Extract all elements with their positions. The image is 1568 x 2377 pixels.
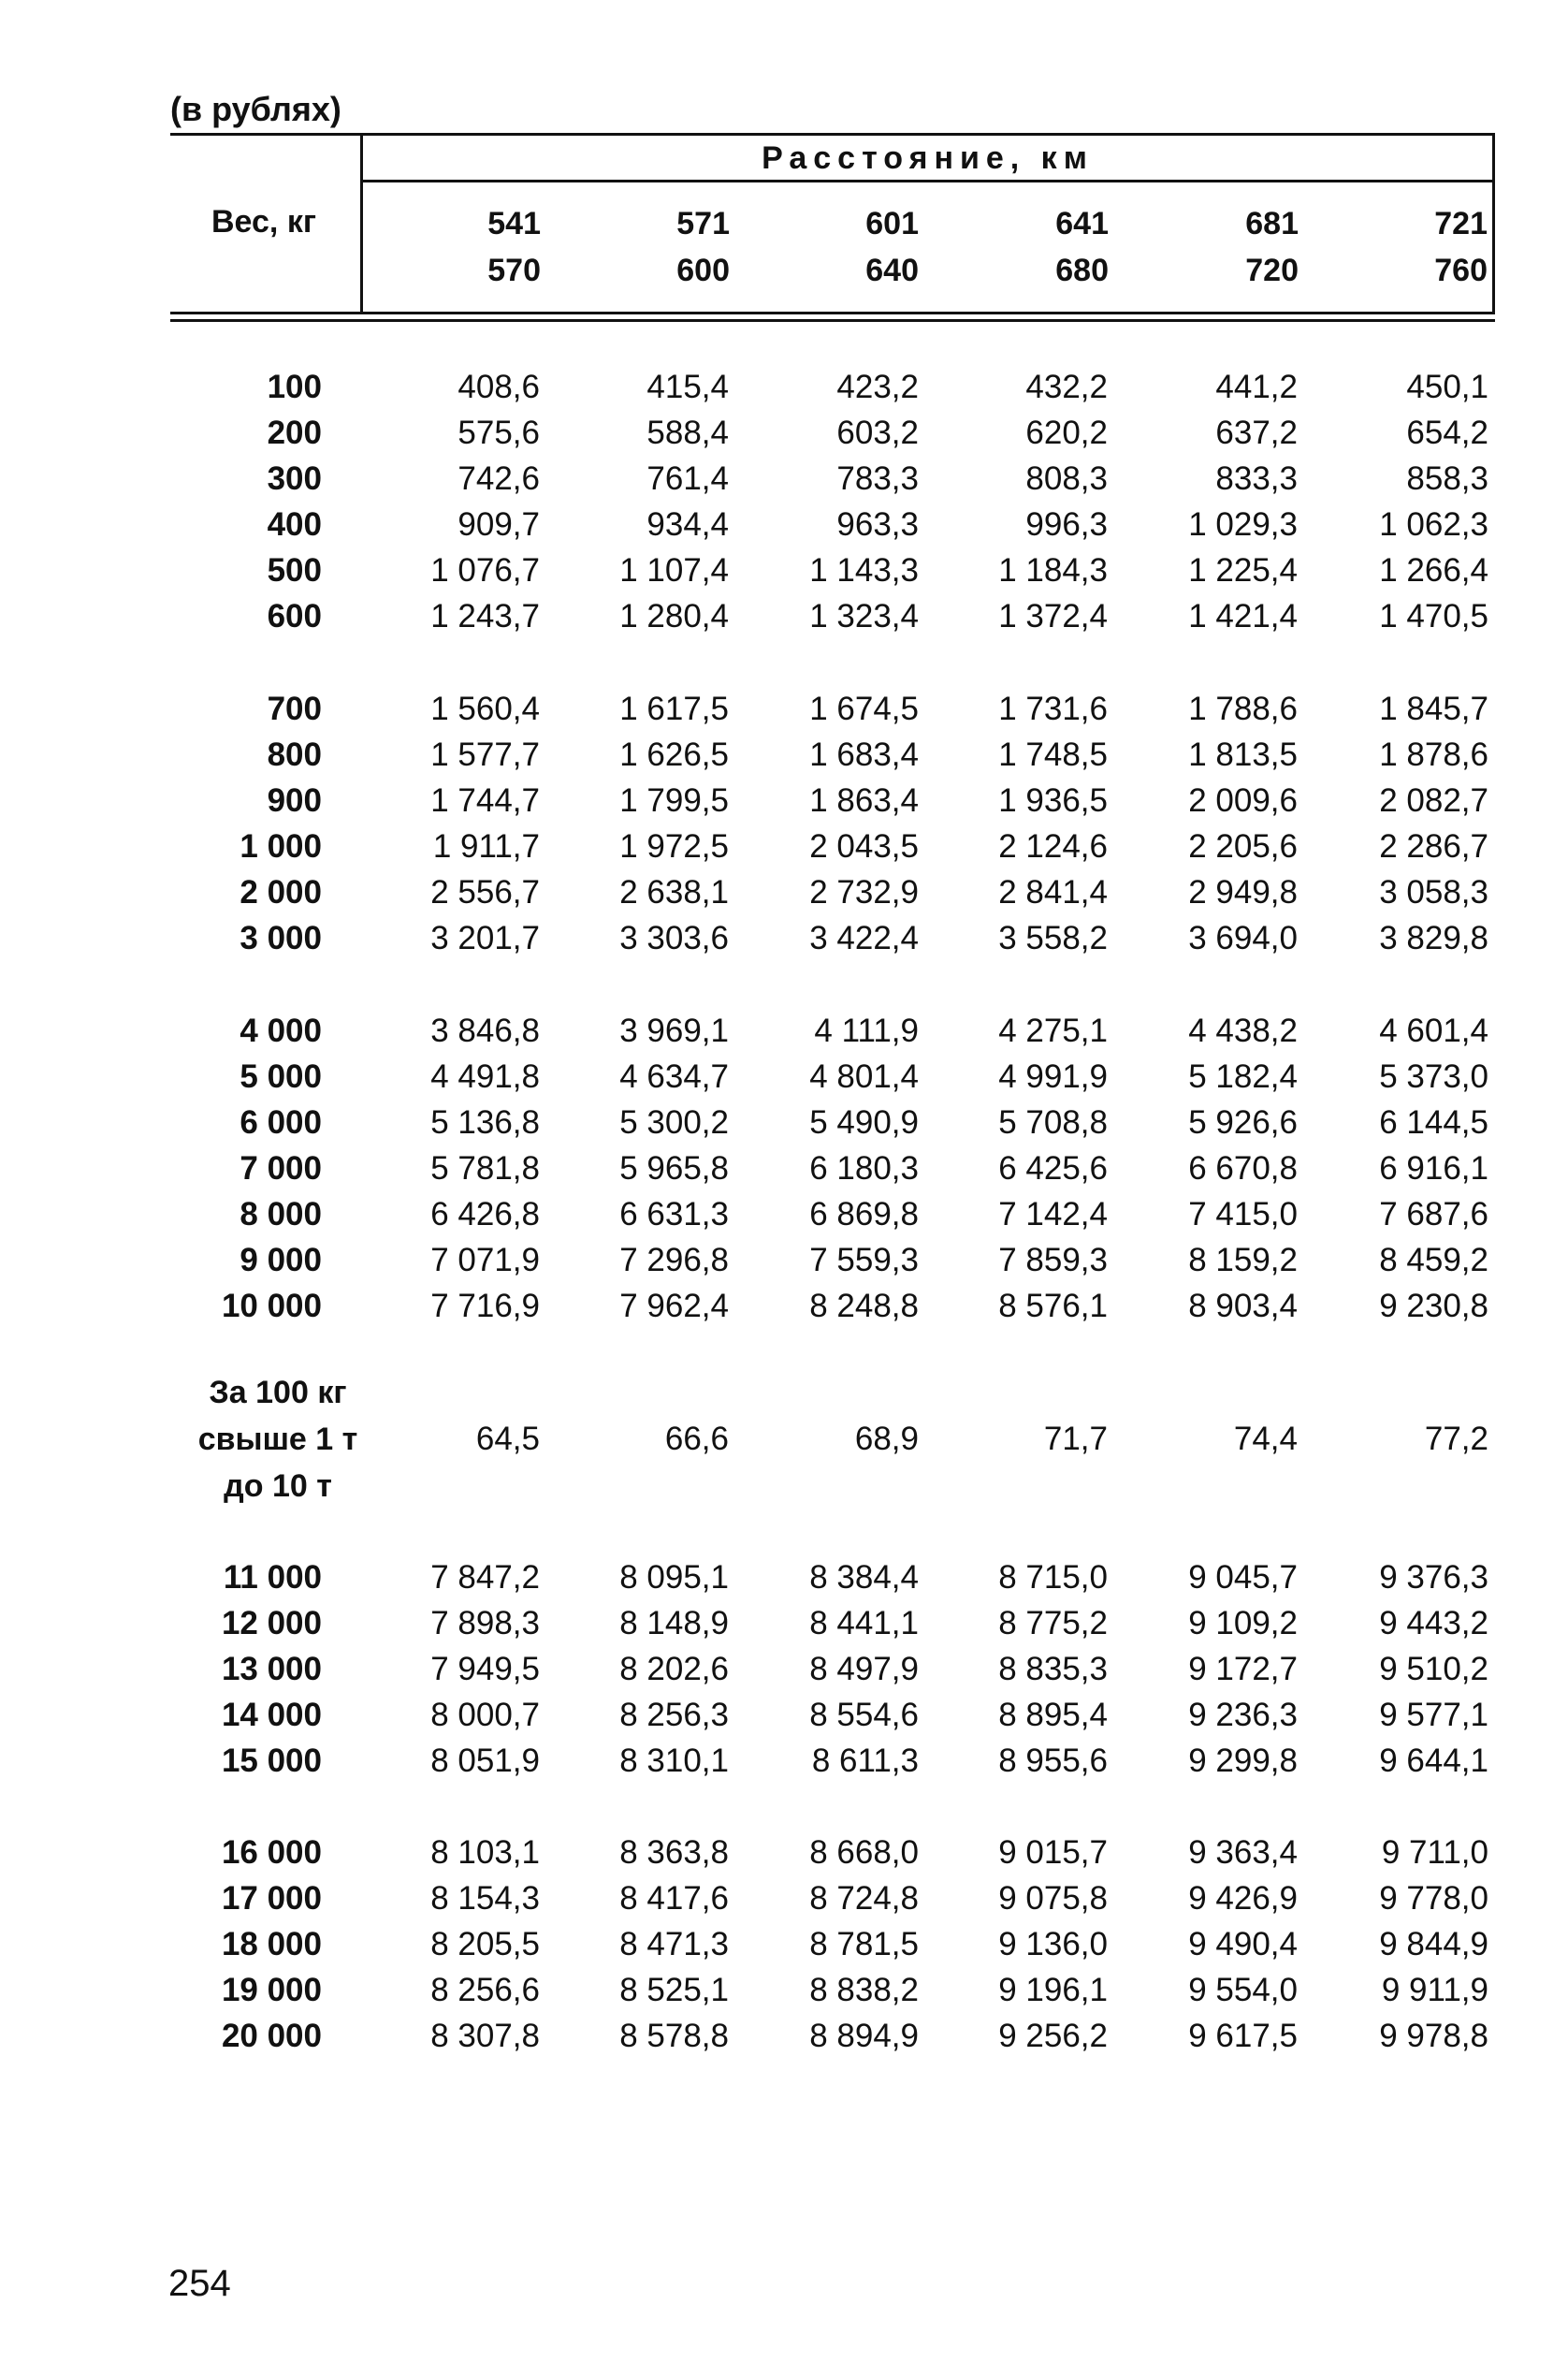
price-cell: 9 045,7 (1188, 1559, 1298, 1596)
weight-cell: 300 (267, 460, 322, 497)
price-cell: 8 775,2 (998, 1605, 1108, 1641)
price-cell: 8 525,1 (619, 1972, 729, 2008)
distance-to: 680 (1055, 253, 1109, 288)
distance-range-6 (1338, 200, 1488, 294)
price-cell: 5 182,4 (1188, 1058, 1298, 1095)
price-cell: 9 426,9 (1188, 1880, 1298, 1917)
price-cell: 9 256,2 (998, 2018, 1108, 2054)
price-cell: 8 578,8 (619, 2018, 729, 2054)
weight-cell: 400 (267, 506, 322, 543)
price-cell: 7 716,9 (430, 1288, 540, 1324)
price-cell: 9 376,3 (1379, 1559, 1488, 1596)
surcharge-value: 66,6 (664, 1421, 729, 1457)
price-cell: 2 732,9 (809, 874, 919, 911)
table-row (0, 824, 1568, 869)
price-cell: 8 668,0 (809, 1834, 919, 1871)
table-row (0, 915, 1568, 961)
price-cell: 8 307,8 (430, 2018, 540, 2054)
price-cell: 8 554,6 (809, 1697, 919, 1733)
weight-cell: 12 000 (221, 1605, 322, 1641)
surcharge-value: 64,5 (475, 1421, 540, 1457)
price-cell: 6 869,8 (809, 1196, 919, 1232)
price-cell: 5 708,8 (998, 1104, 1108, 1141)
price-cell: 8 417,6 (619, 1880, 729, 1917)
weight-cell: 19 000 (221, 1972, 322, 2008)
table-row (0, 869, 1568, 915)
price-cell: 808,3 (1025, 460, 1108, 497)
price-cell: 1 972,5 (619, 828, 729, 865)
price-cell: 8 441,1 (809, 1605, 919, 1641)
price-cell: 1 911,7 (432, 828, 540, 865)
price-cell: 1 626,5 (619, 736, 729, 773)
price-cell: 9 443,2 (1379, 1605, 1488, 1641)
price-cell: 9 136,0 (998, 1926, 1108, 1962)
distance-from: 681 (1245, 206, 1299, 241)
price-cell: 2 949,8 (1188, 874, 1298, 911)
price-cell: 8 384,4 (809, 1559, 919, 1596)
distance-from: 721 (1434, 206, 1488, 241)
header-divider (360, 180, 1495, 182)
weight-column-header: Вес, кг (211, 204, 316, 240)
price-cell: 5 373,0 (1379, 1058, 1488, 1095)
price-cell: 8 248,8 (809, 1288, 919, 1324)
price-cell: 9 075,8 (998, 1880, 1108, 1917)
price-cell: 1 845,7 (1379, 691, 1488, 727)
price-cell: 6 425,6 (998, 1150, 1108, 1187)
price-cell: 415,4 (646, 369, 729, 405)
table-row (0, 1054, 1568, 1100)
price-cell: 1 936,5 (998, 782, 1108, 819)
price-cell: 1 863,4 (809, 782, 919, 819)
price-cell: 2 205,6 (1188, 828, 1298, 865)
price-cell: 8 955,6 (998, 1743, 1108, 1779)
price-cell: 4 491,8 (430, 1058, 540, 1095)
price-cell: 7 415,0 (1188, 1196, 1298, 1232)
price-cell: 6 631,3 (619, 1196, 729, 1232)
price-cell: 5 926,6 (1188, 1104, 1298, 1141)
price-cell: 1 799,5 (619, 782, 729, 819)
table-row (0, 778, 1568, 824)
price-cell: 9 844,9 (1379, 1926, 1488, 1962)
table-row (0, 1875, 1568, 1921)
table-row (0, 1692, 1568, 1738)
table-row (0, 1100, 1568, 1145)
price-cell: 8 724,8 (809, 1880, 919, 1917)
price-cell: 1 143,3 (809, 552, 919, 589)
price-cell: 8 894,9 (809, 2018, 919, 2054)
price-cell: 8 159,2 (1188, 1242, 1298, 1278)
price-cell: 1 617,5 (619, 691, 729, 727)
price-cell: 3 303,6 (619, 920, 729, 956)
price-cell: 7 847,2 (430, 1559, 540, 1596)
price-cell: 1 266,4 (1379, 552, 1488, 589)
price-cell: 2 556,7 (430, 874, 540, 911)
price-cell: 934,4 (646, 506, 729, 543)
price-cell: 8 205,5 (430, 1926, 540, 1962)
weight-cell: 15 000 (221, 1743, 322, 1779)
price-cell: 7 559,3 (809, 1242, 919, 1278)
surcharge-label-line: до 10 т (224, 1468, 332, 1504)
weight-cell: 3 000 (240, 920, 322, 956)
weight-cell: 10 000 (221, 1288, 322, 1324)
price-cell: 1 421,4 (1188, 598, 1298, 634)
price-cell: 1 107,4 (619, 552, 729, 589)
price-cell: 8 000,7 (430, 1697, 540, 1733)
table-row (0, 456, 1568, 502)
price-cell: 833,3 (1215, 460, 1298, 497)
price-cell: 9 299,8 (1188, 1743, 1298, 1779)
surcharge-value: 77,2 (1424, 1421, 1488, 1457)
price-cell: 8 715,0 (998, 1559, 1108, 1596)
table-row (0, 1738, 1568, 1784)
price-cell: 4 275,1 (998, 1013, 1108, 1049)
price-cell: 1 280,4 (619, 598, 729, 634)
table-row (0, 593, 1568, 639)
price-cell: 8 202,6 (619, 1651, 729, 1687)
price-cell: 441,2 (1215, 369, 1298, 405)
price-cell: 9 236,3 (1188, 1697, 1298, 1733)
price-cell: 9 015,7 (998, 1834, 1108, 1871)
price-cell: 423,2 (836, 369, 919, 405)
table-row (0, 1830, 1568, 1875)
distance-from: 601 (865, 206, 919, 241)
weight-cell: 11 000 (223, 1559, 322, 1596)
price-cell: 8 895,4 (998, 1697, 1108, 1733)
weight-cell: 18 000 (221, 1926, 322, 1962)
table-row (0, 364, 1568, 410)
weight-cell: 200 (267, 415, 322, 451)
price-cell: 9 978,8 (1379, 2018, 1488, 2054)
price-cell: 432,2 (1025, 369, 1108, 405)
price-cell: 1 225,4 (1188, 552, 1298, 589)
price-cell: 1 323,4 (809, 598, 919, 634)
price-cell: 2 286,7 (1379, 828, 1488, 865)
price-cell: 1 744,7 (430, 782, 540, 819)
table-row (0, 410, 1568, 456)
weight-cell: 600 (267, 598, 322, 634)
price-cell: 1 184,3 (998, 552, 1108, 589)
weight-cell: 500 (267, 552, 322, 589)
price-cell: 1 683,4 (809, 736, 919, 773)
price-cell: 2 124,6 (998, 828, 1108, 865)
price-cell: 8 459,2 (1379, 1242, 1488, 1278)
price-cell: 6 916,1 (1379, 1150, 1488, 1187)
distance-to: 760 (1434, 253, 1488, 288)
price-cell: 7 962,4 (619, 1288, 729, 1324)
price-cell: 9 617,5 (1188, 2018, 1298, 2054)
surcharge-row (0, 1416, 1568, 1462)
weight-cell: 2 000 (240, 874, 322, 911)
table-row (0, 1145, 1568, 1191)
price-cell: 3 694,0 (1188, 920, 1298, 956)
price-cell: 4 634,7 (619, 1058, 729, 1095)
price-cell: 2 082,7 (1379, 782, 1488, 819)
price-cell: 4 438,2 (1188, 1013, 1298, 1049)
price-cell: 9 554,0 (1188, 1972, 1298, 2008)
table-row (0, 1237, 1568, 1283)
price-cell: 3 201,7 (430, 920, 540, 956)
price-cell: 8 148,9 (619, 1605, 729, 1641)
price-cell: 3 558,2 (998, 920, 1108, 956)
price-cell: 408,6 (457, 369, 540, 405)
table-row (0, 1967, 1568, 2013)
price-cell: 8 154,3 (430, 1880, 540, 1917)
price-cell: 6 426,8 (430, 1196, 540, 1232)
surcharge-value: 71,7 (1043, 1421, 1108, 1457)
price-cell: 8 103,1 (430, 1834, 540, 1871)
price-cell: 1 076,7 (430, 552, 540, 589)
price-cell: 1 878,6 (1379, 736, 1488, 773)
price-cell: 8 095,1 (619, 1559, 729, 1596)
price-cell: 9 711,0 (1381, 1834, 1488, 1871)
price-cell: 8 838,2 (809, 1972, 919, 2008)
weight-cell: 20 000 (221, 2018, 322, 2054)
price-cell: 5 136,8 (430, 1104, 540, 1141)
surcharge-label-line: свыше 1 т (197, 1422, 358, 1457)
table-row (0, 2013, 1568, 2059)
distance-range-1 (391, 200, 541, 294)
price-cell: 9 363,4 (1188, 1834, 1298, 1871)
distance-from: 571 (676, 206, 730, 241)
price-cell: 4 601,4 (1379, 1013, 1488, 1049)
weight-cell: 100 (267, 369, 322, 405)
price-cell: 7 687,6 (1379, 1196, 1488, 1232)
weight-cell: 4 000 (240, 1013, 322, 1049)
price-cell: 2 043,5 (809, 828, 919, 865)
price-cell: 9 109,2 (1188, 1605, 1298, 1641)
price-cell: 8 576,1 (998, 1288, 1108, 1324)
price-cell: 8 051,9 (430, 1743, 540, 1779)
price-cell: 9 230,8 (1379, 1288, 1488, 1324)
price-cell: 8 256,6 (430, 1972, 540, 2008)
table-row (0, 1921, 1568, 1967)
distance-range-3 (769, 200, 919, 294)
price-cell: 603,2 (836, 415, 919, 451)
price-cell: 9 172,7 (1188, 1651, 1298, 1687)
distance-range-2 (580, 200, 730, 294)
price-cell: 742,6 (457, 460, 540, 497)
price-cell: 4 991,9 (998, 1058, 1108, 1095)
price-cell: 3 422,4 (809, 920, 919, 956)
price-cell: 1 372,4 (998, 598, 1108, 634)
price-cell: 8 835,3 (998, 1651, 1108, 1687)
surcharge-label-line: За 100 кг (209, 1375, 347, 1410)
table-row (0, 1646, 1568, 1692)
surcharge-value: 68,9 (854, 1421, 919, 1457)
weight-cell: 5 000 (240, 1058, 322, 1095)
price-cell: 8 363,8 (619, 1834, 729, 1871)
price-cell: 783,3 (836, 460, 919, 497)
price-cell: 8 781,5 (809, 1926, 919, 1962)
table-row (0, 1283, 1568, 1329)
weight-cell: 800 (267, 736, 322, 773)
price-cell: 9 196,1 (998, 1972, 1108, 2008)
price-cell: 6 670,8 (1188, 1150, 1298, 1187)
price-cell: 858,3 (1406, 460, 1488, 497)
weight-cell: 8 000 (240, 1196, 322, 1232)
price-cell: 6 180,3 (809, 1150, 919, 1187)
price-cell: 575,6 (457, 415, 540, 451)
distance-from: 541 (487, 206, 541, 241)
price-cell: 963,3 (836, 506, 919, 543)
distance-to: 570 (487, 253, 541, 288)
price-cell: 2 009,6 (1188, 782, 1298, 819)
distance-to: 600 (676, 253, 730, 288)
distance-range-4 (959, 200, 1109, 294)
price-cell: 637,2 (1215, 415, 1298, 451)
price-cell: 7 071,9 (430, 1242, 540, 1278)
price-cell: 4 801,4 (809, 1058, 919, 1095)
unit-note: (в рублях) (170, 90, 341, 128)
weight-cell: 6 000 (240, 1104, 322, 1141)
weight-cell: 14 000 (221, 1697, 322, 1733)
price-cell: 450,1 (1406, 369, 1488, 405)
price-cell: 909,7 (457, 506, 540, 543)
price-cell: 9 577,1 (1379, 1697, 1488, 1733)
price-cell: 1 813,5 (1188, 736, 1298, 773)
header-double-rule (170, 319, 1495, 322)
table-row (0, 547, 1568, 593)
price-cell: 1 470,5 (1379, 598, 1488, 634)
price-cell: 8 497,9 (809, 1651, 919, 1687)
price-cell: 4 111,9 (814, 1013, 919, 1049)
price-cell: 6 144,5 (1379, 1104, 1488, 1141)
price-cell: 7 142,4 (998, 1196, 1108, 1232)
price-cell: 3 829,8 (1379, 920, 1488, 956)
price-cell: 3 846,8 (430, 1013, 540, 1049)
weight-cell: 700 (267, 691, 322, 727)
surcharge-value: 74,4 (1233, 1421, 1298, 1457)
price-cell: 5 965,8 (619, 1150, 729, 1187)
price-cell: 2 638,1 (619, 874, 729, 911)
price-cell: 761,4 (646, 460, 729, 497)
price-cell: 7 296,8 (619, 1242, 729, 1278)
price-cell: 5 490,9 (809, 1104, 919, 1141)
table-row (0, 1191, 1568, 1237)
price-cell: 1 674,5 (809, 691, 919, 727)
price-cell: 9 490,4 (1188, 1926, 1298, 1962)
table-row (0, 686, 1568, 732)
price-cell: 8 256,3 (619, 1697, 729, 1733)
price-cell: 8 903,4 (1188, 1288, 1298, 1324)
price-cell: 3 969,1 (619, 1013, 729, 1049)
weight-cell: 16 000 (221, 1834, 322, 1871)
price-cell: 8 310,1 (619, 1743, 729, 1779)
weight-cell: 9 000 (240, 1242, 322, 1278)
table-row (0, 502, 1568, 547)
price-cell: 8 611,3 (811, 1743, 919, 1779)
table-row (0, 1554, 1568, 1600)
price-cell: 2 841,4 (998, 874, 1108, 911)
price-cell: 1 029,3 (1188, 506, 1298, 543)
price-cell: 1 062,3 (1379, 506, 1488, 543)
weight-cell: 900 (267, 782, 322, 819)
distance-title: Расстояние, км (762, 140, 1094, 176)
price-cell: 3 058,3 (1379, 874, 1488, 911)
distance-from: 641 (1055, 206, 1109, 241)
price-cell: 654,2 (1406, 415, 1488, 451)
price-cell: 9 644,1 (1379, 1743, 1488, 1779)
price-cell: 9 911,9 (1381, 1972, 1488, 2008)
distance-to: 720 (1245, 253, 1299, 288)
price-cell: 1 243,7 (430, 598, 540, 634)
distance-to: 640 (865, 253, 919, 288)
table-row (0, 1008, 1568, 1054)
price-cell: 7 949,5 (430, 1651, 540, 1687)
weight-cell: 7 000 (240, 1150, 322, 1187)
price-cell: 1 731,6 (998, 691, 1108, 727)
price-cell: 5 300,2 (619, 1104, 729, 1141)
price-cell: 8 471,3 (619, 1926, 729, 1962)
price-cell: 996,3 (1025, 506, 1108, 543)
price-cell: 1 748,5 (998, 736, 1108, 773)
price-cell: 5 781,8 (430, 1150, 540, 1187)
weight-cell: 17 000 (221, 1880, 322, 1917)
weight-cell: 1 000 (240, 828, 322, 865)
distance-range-5 (1149, 200, 1299, 294)
table-row (0, 732, 1568, 778)
table-row (0, 1600, 1568, 1646)
price-cell: 7 859,3 (998, 1242, 1108, 1278)
price-cell: 1 788,6 (1188, 691, 1298, 727)
price-cell: 1 560,4 (430, 691, 540, 727)
page-number: 254 (168, 2263, 231, 2304)
price-cell: 9 510,2 (1379, 1651, 1488, 1687)
price-cell: 7 898,3 (430, 1605, 540, 1641)
price-cell: 9 778,0 (1379, 1880, 1488, 1917)
price-cell: 620,2 (1025, 415, 1108, 451)
price-cell: 1 577,7 (430, 736, 540, 773)
header-double-rule (170, 312, 1495, 314)
weight-cell: 13 000 (221, 1651, 322, 1687)
price-cell: 588,4 (646, 415, 729, 451)
